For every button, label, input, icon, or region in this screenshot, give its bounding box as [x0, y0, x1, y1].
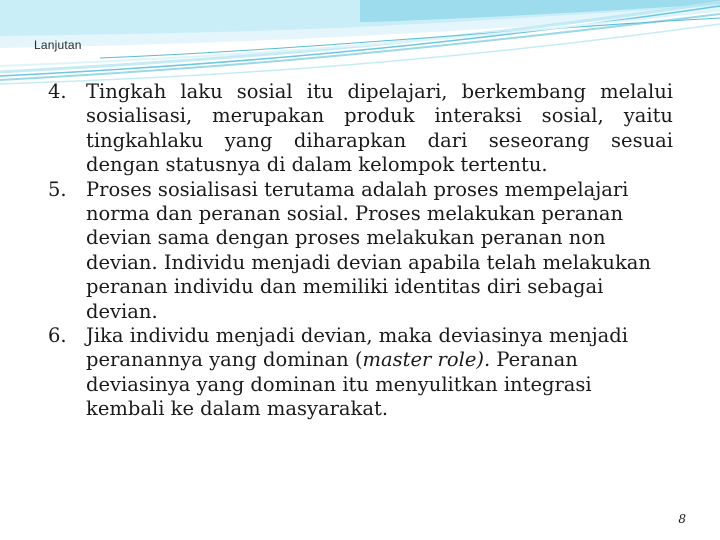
list-item-4: [48, 80, 673, 178]
list-text-after: Peranan deviasinya yang dominan itu menyulitkan integrasi kembali ke dalam masyarakat.: [86, 348, 592, 421]
list-text-before: Jika individu menjadi devian, maka deviasinya menjadi peranannya yang dominan (: [86, 324, 629, 372]
slide-header-title: Lanjutan: [34, 38, 82, 52]
list-text-emphasis: master role).: [362, 348, 491, 372]
list-number: 6.: [48, 324, 67, 348]
header-decoration: [0, 0, 720, 90]
page-number: 8: [678, 512, 686, 526]
list-item-5: [48, 178, 673, 324]
list-text: Proses sosialisasi terutama adalah proses mempelajari norma dan peranan sosial. Proses melakukan peranan devian sama dengan proses melakukan peranan non devian. Individu menjadi devian apabila telah melakukan peranan individu dan memiliki identitas diri sebagai devian.: [86, 177, 651, 323]
slide-content: [48, 80, 673, 422]
list-number: 5.: [48, 177, 67, 201]
list-text: Tingkah laku sosial itu dipelajari, berkembang melalui sosialisasi, merupakan produk interaksi sosial, yaitu tingkahlaku yang diharapkan dari seseorang sesuai dengan statusnya di dalam kelompok tertentu.: [86, 80, 673, 177]
list-item-6: [48, 324, 673, 422]
list-number: 4.: [48, 80, 67, 103]
